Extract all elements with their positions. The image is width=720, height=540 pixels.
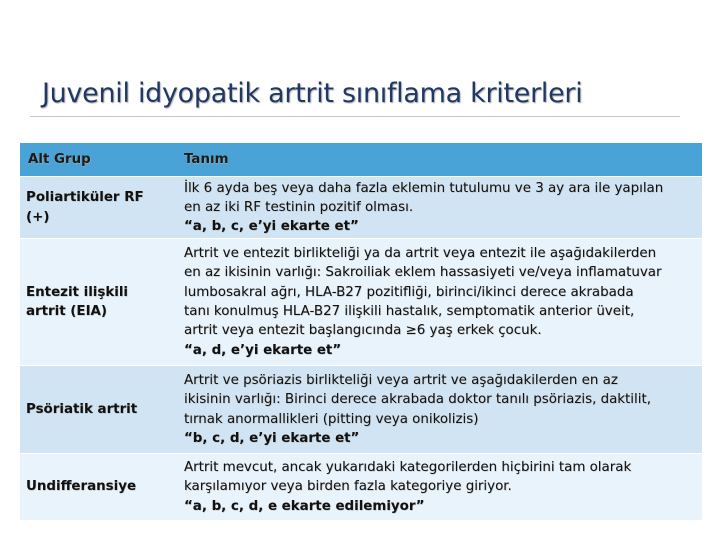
- table-row: [20, 177, 702, 239]
- definition-line: Artrit ve psöriazis birlikteliği veya artrit ve aşağıdakilerden en az: [184, 372, 618, 388]
- table-header-row: [20, 143, 702, 177]
- title-divider: [30, 116, 680, 117]
- table-row: [20, 454, 702, 521]
- table-row: [20, 366, 702, 454]
- definition-line: en az iki RF testinin pozitif olması.: [184, 199, 414, 215]
- exclusion-note: “a, b, c, e’yi ekarte et”: [184, 219, 359, 235]
- row-definition: [178, 239, 702, 366]
- row-definition: [178, 366, 702, 454]
- table-row: [20, 239, 702, 366]
- definition-line: Artrit mevcut, ancak yukarıdaki kategorilerden hiçbirini tam olarak: [184, 460, 632, 476]
- row-definition: [178, 177, 702, 239]
- exclusion-note: “a, d, e’yi ekarte et”: [184, 342, 342, 358]
- criteria-table: [20, 143, 702, 520]
- row-group-label: Undifferansiye: [20, 454, 178, 521]
- definition-line: en az ikisinin varlığı: Sakroiliak eklem hassasiyeti ve/veya inflamatuvar: [184, 265, 662, 281]
- exclusion-note: “a, b, c, d, e ekarte edilemiyor”: [184, 498, 425, 514]
- header-definition: Tanım: [178, 143, 702, 177]
- definition-line: tanı konulmuş HLA-B27 ilişkili hastalık, semptomatik anterior üveit,: [184, 304, 635, 319]
- definition-line: ikisinin varlığı: Birinci derece akrabada doktor tanılı psöriazis, daktilit,: [184, 392, 651, 408]
- definition-line: Artrit ve entezit birlikteliği ya da artrit veya entezit ile aşağıdakilerden: [184, 246, 657, 262]
- row-group-label: Entezit ilişkili artrit (EIA): [20, 239, 178, 366]
- definition-line: lumbosakral ağrı, HLA-B27 pozitifliği, birinci/ikinci derece akrabada: [184, 284, 634, 300]
- definition-line: tırnak anormallikleri (pitting veya onikolizis): [184, 411, 479, 427]
- header-subgroup: Alt Grup: [20, 143, 178, 177]
- row-group-label: Psöriatik artrit: [20, 366, 178, 454]
- row-group-label: Poliartiküler RF (+): [20, 177, 178, 239]
- definition-line: İlk 6 ayda beş veya daha fazla eklemin tutulumu ve 3 ay ara ile yapılan: [184, 180, 664, 196]
- row-definition: [178, 454, 702, 521]
- definition-line: artrit veya entezit başlangıcında ≥6 yaş erkek çocuk.: [184, 323, 542, 339]
- exclusion-note: “b, c, d, e’yi ekarte et”: [184, 430, 360, 446]
- page-title: Juvenil idyopatik artrit sınıflama kriterleri: [42, 78, 583, 109]
- definition-line: karşılamıyor veya birden fazla kategoriye giriyor.: [184, 479, 512, 495]
